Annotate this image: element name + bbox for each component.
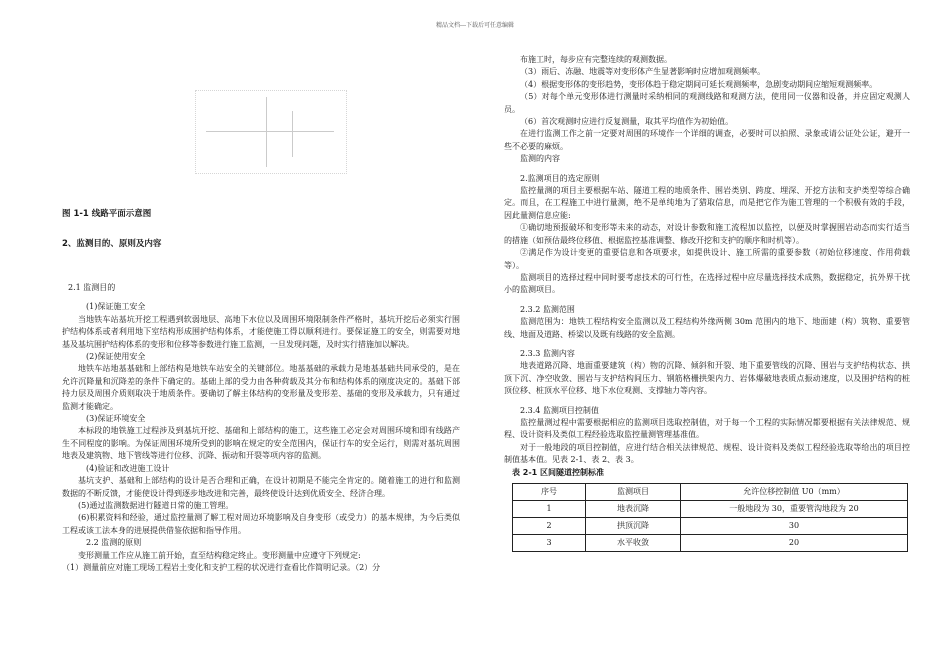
paragraph: 变形测量工作应从施工前开始，直至结构稳定终止。变形测量中应遵守下列规定: xyxy=(78,550,361,560)
paragraph: 监测项目的选择过程中同时要考虑技术的可行性，在选择过程中应尽量选择技术成熟，数据稳定，抗外界干扰小的监测项目。 xyxy=(504,272,910,295)
table-header-cell: 允许位移控制值 U0（mm） xyxy=(681,484,908,501)
right-column xyxy=(504,54,910,552)
table-cell: 水平收敛 xyxy=(586,535,681,552)
paragraph-heading: (2)保证使用安全 xyxy=(86,352,146,362)
section-title: 2、监测目的、原则及内容 xyxy=(62,239,162,249)
table-cell: 1 xyxy=(513,501,586,518)
table-row xyxy=(513,501,908,518)
paragraph: 对于一般地段的项目控制值，应进行结合相关法律规范、规程、设计资料及类似工程经验选取等给出的项目控制值基本值。见表 2-1、表 2、表 3。 xyxy=(504,442,910,465)
paragraph-heading: (1)保证施工安全 xyxy=(86,302,146,312)
paragraph: 监控量测过程中需要根据相应的监测项目选取控制值，对于每一个工程的实际情况都要根据有关法律规范、规程、设计资料及类似工程经验选取监控量测管理基准值。 xyxy=(504,417,910,440)
subsection-heading: 2.监测项目的选定原则 xyxy=(520,173,600,183)
table-cell: 拱顶沉降 xyxy=(586,518,681,535)
paragraph: (5)通过监测数据进行隧道日常的施工管理。 xyxy=(78,500,234,510)
left-column xyxy=(62,282,460,574)
subsection-heading: 2.3.3 监测内容 xyxy=(520,348,575,358)
paragraph: 在进行监测工作之前一定要对周围的环境作一个详细的调查，必要时可以拍照、录象或请公证处公证，避开一些不必要的麻烦。 xyxy=(504,129,910,151)
paragraph: ①确切地预报破坏和变形等未来的动态，对设计参数和施工流程加以监控，以便及时掌握围岩动态而实行适当的措施（如预估最终位移值、根据监控基准调整、修改开挖和支护的顺序和时机等）。 xyxy=(504,223,910,245)
paragraph: （1）测量前应对施工现场工程岩土变化和支护工程的状况进行查看比作简明记录。（2）分 xyxy=(62,562,381,572)
paragraph: （5）对每个单元变形体进行测量时采纳相同的观测线路和观测方法，使用同一仪器和设备，并应固定观测人员。 xyxy=(504,92,910,114)
paragraph-heading: (3)保证环境安全 xyxy=(86,414,146,424)
table-caption: 表 2-1 区间隧道控制标准 xyxy=(512,467,605,477)
paragraph: 本标段的地铁施工过程涉及到基坑开挖、基础和上部结构的施工，这些施工必定会对周围环境和即有线路产生不同程度的影响。为保证周围环境所受到的影响在规定的安全范围内，保证行车的安全运行，则需对基坑周围地表及建筑物、地下管线等进行位移、沉降、振动和开裂等项内容的监测。 xyxy=(62,426,460,461)
table-header-cell: 监测项目 xyxy=(586,484,681,501)
table-cell: 3 xyxy=(513,535,586,552)
control-standard-table xyxy=(512,483,908,552)
paragraph: （6）首次观测时应进行反复测量，取其平均值作为初始值。 xyxy=(520,117,734,127)
subsection-heading: 2.3.2 监测范围 xyxy=(520,304,575,314)
table-row xyxy=(513,518,908,535)
figure-caption: 图 1-1 线路平面示意图 xyxy=(62,209,152,219)
paragraph: （4）根据变形体的变形趋势，变形体趋于稳定期间可延长观测频率，急剧变动期间应缩短观测频率。 xyxy=(520,79,878,89)
subsection-heading: 2.3.4 监测项目控制值 xyxy=(520,405,599,415)
subsection-heading: 2.1 监测目的 xyxy=(68,283,116,292)
paragraph: 监测范围为：地铁工程结构安全监测以及工程结构外缘两侧 30m 范围内的地下、地面建（构）筑物、重要管线、地面及道路、桥梁以及既有线路的安全监测。 xyxy=(504,317,910,339)
table-cell: 地表沉降 xyxy=(586,501,681,518)
page-header: 精品文档---下载后可任意编辑 xyxy=(435,22,515,29)
table-header-cell: 序号 xyxy=(513,484,586,501)
table-header-row xyxy=(513,484,908,501)
paragraph: 地铁车站地基基础和上部结构是地铁车站安全的关键部位。地基基础的承载力是地基基础共同承受的，是在允许沉降量和沉降差的条件下确定的。基础上部的受力由各种荷载及其分布和结构体系的刚度决定的。基础下部持力层及周围介质则取决于地质条件。要确切了解主体结构的变形量及变形差、基础的变形及承载力，只有通过监测才能确定。 xyxy=(62,364,460,411)
table-row xyxy=(513,535,908,552)
table-cell: 一般地段为 30，重要管沟地段为 20 xyxy=(681,501,908,518)
paragraph: 当地铁车站基坑开挖工程遇到软弱地层、高地下水位以及周围环境限制条件严格时，基坑开挖后必须实行围护结构体系或者利用地下室结构形成围护结构体系，才能使施工得以顺利进行。要保证施工的安全，则需要对地基及基坑围护结构体系的变形和位移等参数进行施工监测，一旦发现问题，及时实行措施加以解决。 xyxy=(62,314,460,349)
paragraph: 地表道路沉降、地面重要建筑（构）物的沉降、倾斜和开裂、地下重要管线的沉降、围岩与支护结构状态、拱顶下沉、净空收敛、围岩与支护结构间压力、钢筋格栅拱架内力、岩体爆破地表质点振动速度，以及围护结构的桩顶位移、桩顶水平位移、地下水位观测、支撑轴力等内容。 xyxy=(504,361,910,396)
paragraph: ②满足作为设计变更的重要信息和各项要求，如提供设计、施工所需的重要参数（初始位移速度、作用荷载等）。 xyxy=(504,248,910,270)
subsection-heading: 监测的内容 xyxy=(520,154,560,164)
table-cell: 20 xyxy=(681,535,908,552)
paragraph-heading: (4)验证和改进施工设计 xyxy=(86,463,170,473)
route-plan-figure xyxy=(195,90,347,174)
paragraph: 监控量测的项目主要根据车站、隧道工程的地质条件、围岩类别、跨度、埋深、开挖方法和支护类型等综合确定。而且，在工程施工中进行量测，绝不是单纯地为了猎取信息，而是把它作为施工管理的一个积极有效的手段，因此量测信息应能: xyxy=(504,186,910,220)
table-cell: 30 xyxy=(681,518,908,535)
paragraph: 布施工时，每步应有完整连续的观测数据。 xyxy=(520,55,672,64)
paragraph: (6)积累资料和经验，通过监控量测了解工程对周边环境影响及自身变形（或受力）的基本规律，为今后类似工程或该工法本身的进展提供借鉴依据和指导作用。 xyxy=(62,513,460,535)
paragraph: （3）雨后、冻融、地震等对变形体产生显著影响时应增加观测频率。 xyxy=(520,67,766,77)
subsection-heading: 2.2 监测的原则 xyxy=(86,538,142,548)
paragraph: 基坑支护、基础和上部结构的设计是否合理和正确，在设计初期是不能完全肯定的。随着施工的进行和监测数据的不断反馈，才能使设计得到逐步地改进和完善，最终使设计达到优质安全、经济合理。 xyxy=(62,476,460,498)
table-cell: 2 xyxy=(513,518,586,535)
